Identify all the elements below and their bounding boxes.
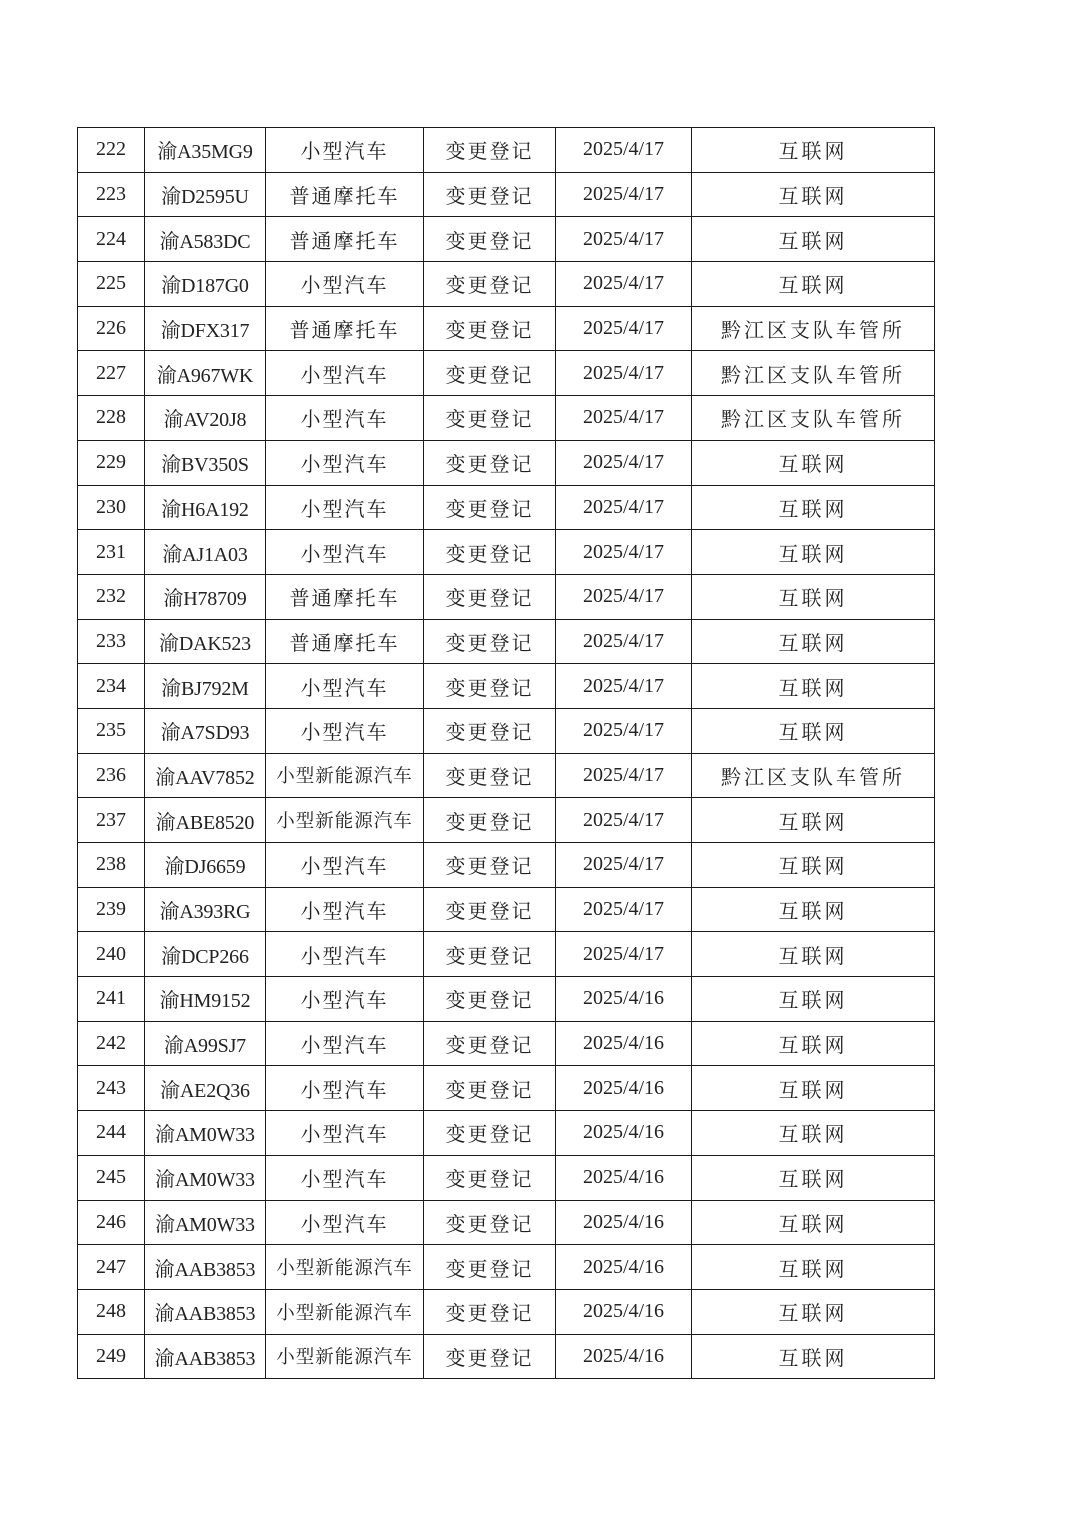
table-row [78,1155,935,1200]
handling-place-cell: 互联网 [692,798,935,843]
plate-number-cell: 渝AM0W33 [145,1111,266,1156]
date-cell: 2025/4/17 [556,664,692,709]
date-cell: 2025/4/17 [556,753,692,798]
plate-number-cell: 渝HM9152 [145,977,266,1022]
row-number-cell: 245 [78,1155,145,1200]
table-row [78,1334,935,1379]
table-row [78,262,935,307]
handling-place-cell: 互联网 [692,1245,935,1290]
business-type-cell: 变更登记 [424,1334,556,1379]
date-cell: 2025/4/17 [556,619,692,664]
handling-place-cell: 互联网 [692,843,935,888]
table-row [78,128,935,173]
row-number-cell: 227 [78,351,145,396]
row-number-cell: 229 [78,440,145,485]
handling-place-cell: 互联网 [692,172,935,217]
date-cell: 2025/4/17 [556,440,692,485]
handling-place-cell: 互联网 [692,530,935,575]
date-cell: 2025/4/17 [556,530,692,575]
plate-number-cell: 渝AAV7852 [145,753,266,798]
date-cell: 2025/4/17 [556,306,692,351]
plate-number-cell: 渝H6A192 [145,485,266,530]
business-type-cell: 变更登记 [424,1200,556,1245]
vehicle-type-cell: 小型汽车 [266,530,424,575]
business-type-cell: 变更登记 [424,530,556,575]
handling-place-cell: 互联网 [692,977,935,1022]
vehicle-type-cell: 普通摩托车 [266,619,424,664]
handling-place-cell: 黔江区支队车管所 [692,306,935,351]
business-type-cell: 变更登记 [424,887,556,932]
date-cell: 2025/4/16 [556,1155,692,1200]
row-number-cell: 243 [78,1066,145,1111]
handling-place-cell: 互联网 [692,217,935,262]
vehicle-type-cell: 小型汽车 [266,932,424,977]
plate-number-cell: 渝BV350S [145,440,266,485]
plate-number-cell: 渝A7SD93 [145,708,266,753]
table-row [78,1021,935,1066]
handling-place-cell: 黔江区支队车管所 [692,753,935,798]
handling-place-cell: 互联网 [692,440,935,485]
row-number-cell: 248 [78,1289,145,1334]
vehicle-type-cell: 小型汽车 [266,262,424,307]
business-type-cell: 变更登记 [424,977,556,1022]
vehicle-type-cell: 小型汽车 [266,1111,424,1156]
handling-place-cell: 互联网 [692,574,935,619]
row-number-cell: 232 [78,574,145,619]
plate-number-cell: 渝D2595U [145,172,266,217]
row-number-cell: 247 [78,1245,145,1290]
table-body [78,128,935,1379]
handling-place-cell: 互联网 [692,485,935,530]
handling-place-cell: 黔江区支队车管所 [692,351,935,396]
table-row [78,1111,935,1156]
handling-place-cell: 互联网 [692,1289,935,1334]
registration-table [77,127,935,1379]
vehicle-type-cell: 小型新能源汽车 [266,753,424,798]
handling-place-cell: 互联网 [692,262,935,307]
date-cell: 2025/4/16 [556,1021,692,1066]
date-cell: 2025/4/17 [556,172,692,217]
handling-place-cell: 互联网 [692,1200,935,1245]
handling-place-cell: 互联网 [692,932,935,977]
handling-place-cell: 互联网 [692,708,935,753]
date-cell: 2025/4/16 [556,977,692,1022]
date-cell: 2025/4/17 [556,396,692,441]
business-type-cell: 变更登记 [424,128,556,173]
vehicle-type-cell: 普通摩托车 [266,574,424,619]
handling-place-cell: 互联网 [692,1155,935,1200]
date-cell: 2025/4/17 [556,217,692,262]
plate-number-cell: 渝A99SJ7 [145,1021,266,1066]
row-number-cell: 236 [78,753,145,798]
plate-number-cell: 渝DAK523 [145,619,266,664]
table-row [78,306,935,351]
date-cell: 2025/4/16 [556,1066,692,1111]
row-number-cell: 233 [78,619,145,664]
handling-place-cell: 互联网 [692,1111,935,1156]
vehicle-type-cell: 小型汽车 [266,977,424,1022]
business-type-cell: 变更登记 [424,217,556,262]
vehicle-type-cell: 小型汽车 [266,664,424,709]
row-number-cell: 240 [78,932,145,977]
date-cell: 2025/4/17 [556,574,692,619]
handling-place-cell: 互联网 [692,887,935,932]
business-type-cell: 变更登记 [424,574,556,619]
plate-number-cell: 渝D187G0 [145,262,266,307]
vehicle-type-cell: 小型汽车 [266,1021,424,1066]
row-number-cell: 239 [78,887,145,932]
plate-number-cell: 渝AE2Q36 [145,1066,266,1111]
vehicle-type-cell: 小型汽车 [266,351,424,396]
business-type-cell: 变更登记 [424,932,556,977]
business-type-cell: 变更登记 [424,396,556,441]
row-number-cell: 241 [78,977,145,1022]
table-row [78,1289,935,1334]
row-number-cell: 225 [78,262,145,307]
vehicle-type-cell: 小型汽车 [266,708,424,753]
row-number-cell: 242 [78,1021,145,1066]
table-row [78,887,935,932]
business-type-cell: 变更登记 [424,753,556,798]
plate-number-cell: 渝A35MG9 [145,128,266,173]
plate-number-cell: 渝DFX317 [145,306,266,351]
date-cell: 2025/4/16 [556,1334,692,1379]
table-row [78,1245,935,1290]
business-type-cell: 变更登记 [424,843,556,888]
plate-number-cell: 渝AJ1A03 [145,530,266,575]
table-row [78,798,935,843]
table-row [78,440,935,485]
row-number-cell: 234 [78,664,145,709]
vehicle-type-cell: 小型汽车 [266,1066,424,1111]
vehicle-type-cell: 普通摩托车 [266,172,424,217]
table-row [78,396,935,441]
vehicle-type-cell: 小型新能源汽车 [266,1289,424,1334]
business-type-cell: 变更登记 [424,1066,556,1111]
table-row [78,619,935,664]
vehicle-type-cell: 小型汽车 [266,887,424,932]
date-cell: 2025/4/17 [556,485,692,530]
table-row [78,664,935,709]
row-number-cell: 238 [78,843,145,888]
vehicle-type-cell: 小型汽车 [266,1155,424,1200]
row-number-cell: 230 [78,485,145,530]
row-number-cell: 244 [78,1111,145,1156]
date-cell: 2025/4/17 [556,262,692,307]
date-cell: 2025/4/16 [556,1245,692,1290]
vehicle-type-cell: 小型汽车 [266,1200,424,1245]
plate-number-cell: 渝A393RG [145,887,266,932]
plate-number-cell: 渝AAB3853 [145,1289,266,1334]
vehicle-type-cell: 小型新能源汽车 [266,1245,424,1290]
date-cell: 2025/4/17 [556,932,692,977]
business-type-cell: 变更登记 [424,1021,556,1066]
business-type-cell: 变更登记 [424,351,556,396]
plate-number-cell: 渝H78709 [145,574,266,619]
handling-place-cell: 互联网 [692,128,935,173]
table-row [78,485,935,530]
plate-number-cell: 渝DJ6659 [145,843,266,888]
business-type-cell: 变更登记 [424,1155,556,1200]
business-type-cell: 变更登记 [424,306,556,351]
plate-number-cell: 渝AV20J8 [145,396,266,441]
handling-place-cell: 黔江区支队车管所 [692,396,935,441]
date-cell: 2025/4/17 [556,798,692,843]
business-type-cell: 变更登记 [424,440,556,485]
plate-number-cell: 渝AM0W33 [145,1155,266,1200]
vehicle-type-cell: 普通摩托车 [266,217,424,262]
vehicle-type-cell: 小型汽车 [266,843,424,888]
handling-place-cell: 互联网 [692,1334,935,1379]
business-type-cell: 变更登记 [424,262,556,307]
date-cell: 2025/4/16 [556,1111,692,1156]
row-number-cell: 223 [78,172,145,217]
row-number-cell: 249 [78,1334,145,1379]
row-number-cell: 231 [78,530,145,575]
plate-number-cell: 渝A967WK [145,351,266,396]
plate-number-cell: 渝DCP266 [145,932,266,977]
row-number-cell: 235 [78,708,145,753]
handling-place-cell: 互联网 [692,1066,935,1111]
date-cell: 2025/4/17 [556,128,692,173]
date-cell: 2025/4/17 [556,351,692,396]
row-number-cell: 246 [78,1200,145,1245]
plate-number-cell: 渝AM0W33 [145,1200,266,1245]
vehicle-type-cell: 小型汽车 [266,485,424,530]
business-type-cell: 变更登记 [424,172,556,217]
table-row [78,708,935,753]
table-row [78,932,935,977]
vehicle-type-cell: 小型汽车 [266,440,424,485]
row-number-cell: 228 [78,396,145,441]
date-cell: 2025/4/17 [556,887,692,932]
date-cell: 2025/4/17 [556,708,692,753]
table-row [78,753,935,798]
plate-number-cell: 渝BJ792M [145,664,266,709]
plate-number-cell: 渝AAB3853 [145,1334,266,1379]
handling-place-cell: 互联网 [692,664,935,709]
business-type-cell: 变更登记 [424,798,556,843]
table-row [78,843,935,888]
table-row [78,351,935,396]
business-type-cell: 变更登记 [424,708,556,753]
business-type-cell: 变更登记 [424,1289,556,1334]
plate-number-cell: 渝ABE8520 [145,798,266,843]
vehicle-type-cell: 小型汽车 [266,128,424,173]
plate-number-cell: 渝A583DC [145,217,266,262]
date-cell: 2025/4/17 [556,843,692,888]
table-row [78,1200,935,1245]
table-row [78,172,935,217]
business-type-cell: 变更登记 [424,1245,556,1290]
plate-number-cell: 渝AAB3853 [145,1245,266,1290]
table-row [78,217,935,262]
row-number-cell: 226 [78,306,145,351]
business-type-cell: 变更登记 [424,485,556,530]
vehicle-type-cell: 小型汽车 [266,396,424,441]
date-cell: 2025/4/16 [556,1289,692,1334]
business-type-cell: 变更登记 [424,619,556,664]
table-row [78,530,935,575]
vehicle-type-cell: 普通摩托车 [266,306,424,351]
date-cell: 2025/4/16 [556,1200,692,1245]
business-type-cell: 变更登记 [424,1111,556,1156]
row-number-cell: 222 [78,128,145,173]
handling-place-cell: 互联网 [692,1021,935,1066]
table-row [78,977,935,1022]
handling-place-cell: 互联网 [692,619,935,664]
row-number-cell: 237 [78,798,145,843]
table-row [78,1066,935,1111]
table-row [78,574,935,619]
row-number-cell: 224 [78,217,145,262]
vehicle-type-cell: 小型新能源汽车 [266,798,424,843]
business-type-cell: 变更登记 [424,664,556,709]
vehicle-type-cell: 小型新能源汽车 [266,1334,424,1379]
